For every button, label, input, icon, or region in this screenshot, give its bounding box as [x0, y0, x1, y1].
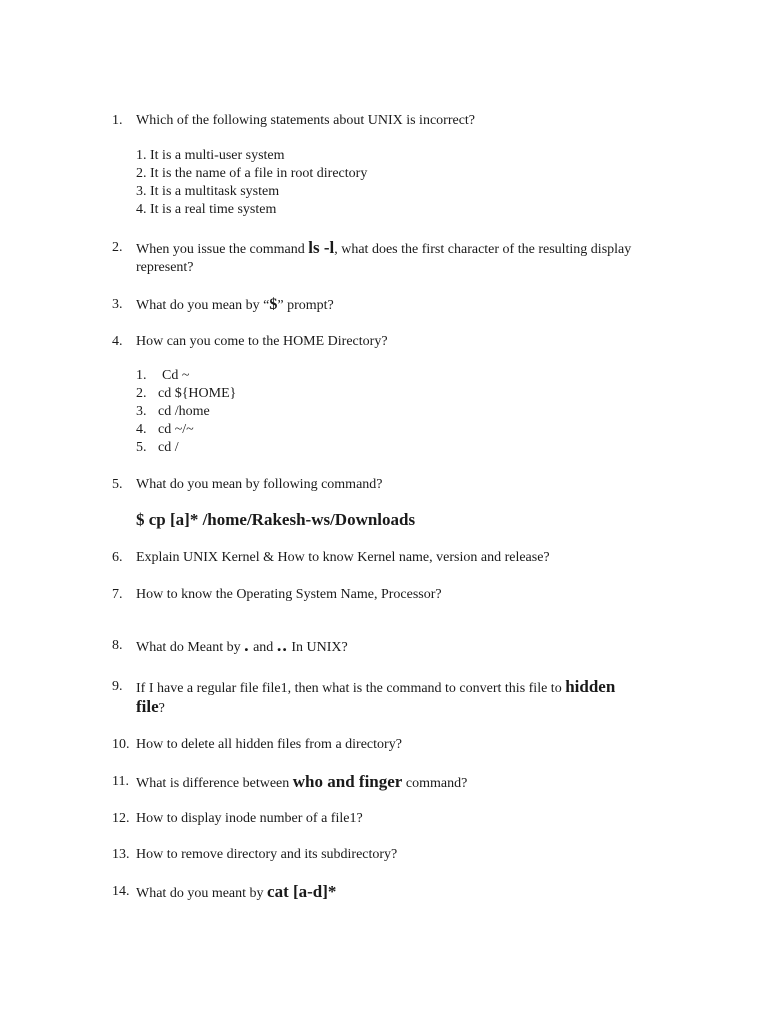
question-number: 8. — [112, 638, 123, 653]
question-text — [136, 636, 696, 657]
question-text: How to know the Operating System Name, Processor? — [136, 587, 442, 602]
cp-command: $ cp [a]* /home/Rakesh-ws/Downloads — [136, 510, 416, 529]
q4-option-number-4: 4. — [136, 422, 147, 437]
question-number: 1. — [112, 113, 123, 128]
text-segment: What do you mean by “ — [136, 298, 270, 313]
q4-option-number-5: 5. — [136, 440, 147, 455]
q4-option-3: cd /home — [158, 404, 210, 419]
q1-option-1: 1. It is a multi-user system — [136, 148, 285, 163]
hidden-keyword: hidden — [565, 677, 616, 696]
q4-option-number-2: 2. — [136, 386, 147, 401]
text-segment: If I have a regular file file1, then what is the command to convert this file to — [136, 681, 566, 696]
question-number: 9. — [112, 679, 123, 694]
double-dot-symbol: .. — [276, 635, 288, 655]
question-number: 5. — [112, 477, 123, 492]
question-text: Which of the following statements about UNIX is incorrect? — [136, 113, 476, 128]
who-finger-keyword: who and finger — [292, 772, 403, 791]
cat-command-keyword: cat [a-d]* — [267, 882, 337, 901]
single-dot-symbol: . — [244, 635, 250, 655]
q4-option-1: Cd ~ — [162, 368, 190, 383]
text-segment: In UNIX? — [287, 640, 348, 655]
question-number: 11. — [112, 774, 129, 789]
question-text — [136, 677, 696, 698]
question-number: 14. — [112, 884, 130, 899]
q4-option-4: cd ~/~ — [158, 422, 194, 437]
q1-option-2: 2. It is the name of a file in root directory — [136, 166, 368, 181]
dollar-symbol: $ — [269, 296, 278, 313]
q4-option-number-1: 1. — [136, 368, 147, 383]
file-keyword: file — [136, 697, 159, 716]
question-text: How to display inode number of a file1? — [136, 811, 363, 826]
question-number: 6. — [112, 550, 123, 565]
question-text: How to remove directory and its subdirectory? — [136, 847, 398, 862]
q4-option-5: cd / — [158, 440, 179, 455]
question-text: How to delete all hidden files from a directory? — [136, 737, 402, 752]
text-segment: What do Meant by — [136, 640, 245, 655]
question-number: 7. — [112, 587, 123, 602]
question-text: What do you mean by following command? — [136, 477, 383, 492]
question-number: 2. — [112, 240, 123, 255]
question-text — [136, 295, 696, 315]
q1-option-4: 4. It is a real time system — [136, 202, 277, 217]
question-number: 4. — [112, 334, 123, 349]
text-segment: command? — [402, 776, 468, 791]
q4-option-number-3: 3. — [136, 404, 147, 419]
question-text: How can you come to the HOME Directory? — [136, 334, 388, 349]
q4-option-2: cd ${HOME} — [158, 386, 237, 401]
question-number: 13. — [112, 847, 130, 862]
text-segment: When you issue the command — [136, 242, 309, 257]
question-number: 3. — [112, 297, 123, 312]
question-text-continued: represent? — [136, 260, 194, 275]
text-segment: ? — [158, 701, 165, 716]
q1-option-3: 3. It is a multitask system — [136, 184, 280, 199]
question-text: Explain UNIX Kernel & How to know Kernel name, version and release? — [136, 550, 550, 565]
question-text — [136, 772, 696, 793]
question-text — [136, 238, 696, 259]
command-ls: ls -l — [308, 238, 335, 257]
text-segment: What is difference between — [136, 776, 293, 791]
text-segment: and — [249, 640, 277, 655]
question-number: 10. — [112, 737, 130, 752]
question-text-continued — [136, 697, 696, 718]
question-text — [136, 882, 696, 903]
question-number: 12. — [112, 811, 130, 826]
text-segment: What do you meant by — [136, 886, 268, 901]
text-segment: ” prompt? — [277, 298, 334, 313]
text-segment: , what does the first character of the resulting display — [334, 242, 632, 257]
